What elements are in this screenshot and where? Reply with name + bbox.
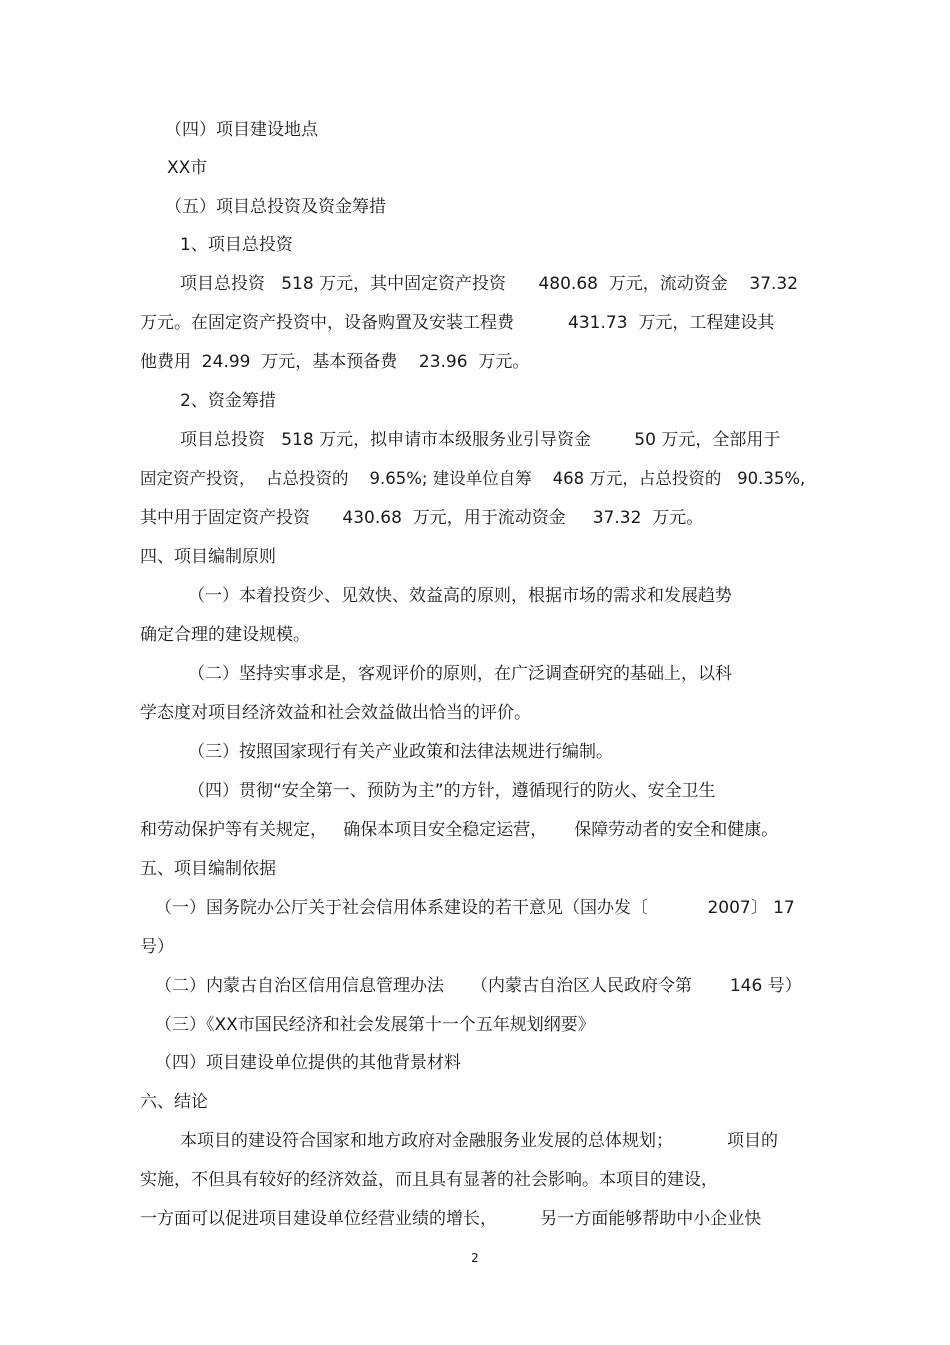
heading-project-location: （四）项目建设地点: [165, 120, 318, 140]
paragraph-line: 本项目的建设符合国家和地方政府对金融服务业发展的总体规划； 项目的: [180, 1131, 779, 1151]
section-heading-basis: 五、项目编制依据: [140, 859, 276, 879]
paragraph-line: 固定资产投资， 占总投资的 9.65%; 建设单位自筹 468 万元，占总投资的 90.35%,: [140, 469, 806, 488]
paragraph-line: 实施，不但具有较好的经济效益，而且具有显著的社会影响。本项目的建设，: [140, 1170, 718, 1190]
paragraph-line: 项目总投资 518 万元，其中固定资产投资 480.68 万元，流动资金 37.32: [180, 274, 799, 294]
paragraph-line: （四）贯彻“安全第一、预防为主”的方针，遵循现行的防火、安全卫生: [188, 781, 716, 801]
page-number: 2: [471, 1251, 479, 1265]
reference-item: （一）国务院办公厅关于社会信用体系建设的若干意见（国办发〔 2007〕 17: [155, 898, 795, 918]
paragraph-line: 项目总投资 518 万元，拟申请市本级服务业引导资金 50 万元，全部用于: [180, 430, 781, 450]
subheading-funding: 2、资金筹措: [180, 391, 276, 411]
paragraph-line: 一方面可以促进项目建设单位经营业绩的增长， 另一方面能够帮助中小企业快: [140, 1209, 762, 1229]
reference-item-continued: 号）: [140, 937, 174, 957]
paragraph-line: 和劳动保护等有关规定， 确保本项目安全稳定运营， 保障劳动者的安全和健康。: [140, 820, 779, 840]
section-heading-principles: 四、项目编制原则: [140, 547, 276, 567]
paragraph-line: （一）本着投资少、见效快、效益高的原则，根据市场的需求和发展趋势: [188, 586, 732, 606]
section-heading-conclusion: 六、结论: [140, 1092, 208, 1112]
reference-item: （二）内蒙古自治区信用信息管理办法 （内蒙古自治区人民政府令第 146 号）: [155, 976, 802, 996]
reference-item: （三）《XX市国民经济和社会发展第十一个五年规划纲要》: [155, 1015, 595, 1035]
paragraph-line: 学态度对项目经济效益和社会效益做出恰当的评价。: [140, 703, 531, 723]
reference-item: （四）项目建设单位提供的其他背景材料: [155, 1053, 461, 1073]
paragraph-line: 确定合理的建设规模。: [140, 625, 310, 645]
paragraph-line: （三）按照国家现行有关产业政策和法律法规进行编制。: [188, 742, 613, 762]
paragraph-line: 他费用 24.99 万元，基本预备费 23.96 万元。: [140, 352, 530, 372]
heading-investment-funding: （五）项目总投资及资金筹措: [165, 197, 386, 217]
subheading-total-investment: 1、项目总投资: [180, 235, 293, 255]
paragraph-line: （二）坚持实事求是，客观评价的原则，在广泛调查研究的基础上，以科: [188, 664, 732, 684]
location-text: XX市: [167, 158, 208, 178]
paragraph-line: 万元。在固定资产投资中，设备购置及安装工程费 431.73 万元，工程建设其: [140, 313, 775, 333]
paragraph-line: 其中用于固定资产投资 430.68 万元，用于流动资金 37.32 万元。: [140, 508, 704, 528]
